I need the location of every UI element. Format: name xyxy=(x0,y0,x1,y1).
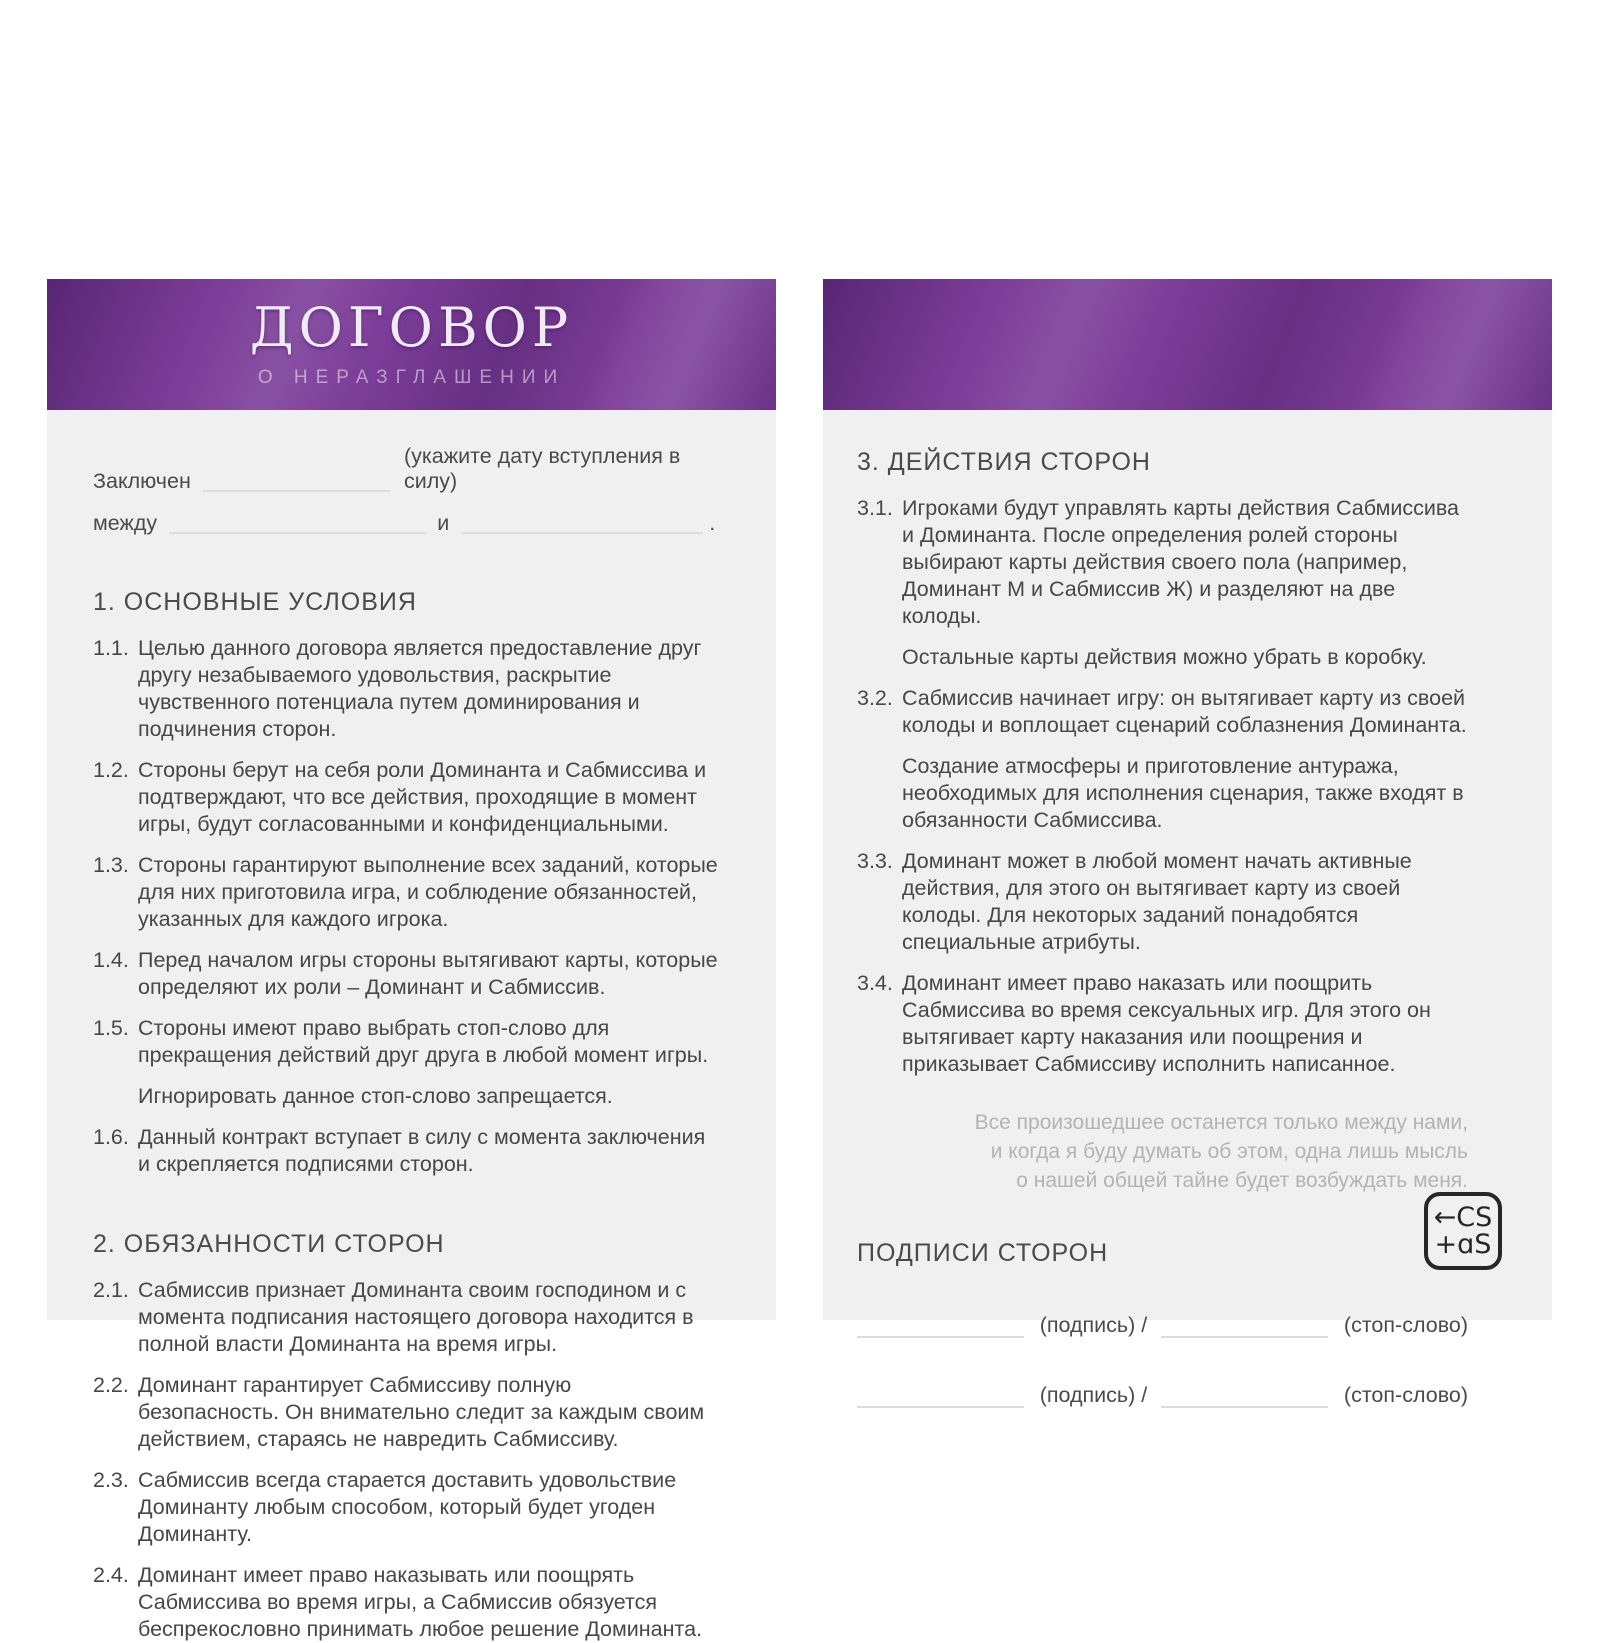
header-band-left xyxy=(47,279,776,410)
logo-row-bottom: +ɑS xyxy=(1434,1229,1492,1260)
section-heading: 1. ОСНОВНЫЕ УСЛОВИЯ xyxy=(93,588,417,616)
stopword-blank-line xyxy=(1161,1382,1328,1408)
clause-number: 1.1. xyxy=(93,636,129,660)
signatures-heading: ПОДПИСИ СТОРОН xyxy=(857,1239,1109,1267)
clause xyxy=(93,635,718,743)
signature-label: (подпись) / xyxy=(1039,1313,1148,1337)
stopword-label: (стоп-слово) xyxy=(1343,1313,1468,1337)
clause-text: Перед началом игры стороны вытягивают карты, которые определяют их роли – Доминант и Сабмиссив. xyxy=(138,948,718,999)
clause-number: 3.2. xyxy=(857,686,893,710)
clause xyxy=(857,685,1468,739)
clause-continuation xyxy=(857,753,1468,834)
quote-line: о нашей общей тайне будет возбуждать меня. xyxy=(1016,1169,1468,1192)
clause xyxy=(93,1124,718,1178)
clause xyxy=(857,848,1468,956)
made-label: Заключен xyxy=(93,469,191,493)
clause-text: Данный контракт вступает в силу с момента заключения и скрепляется подписями сторон. xyxy=(138,1125,706,1176)
clause xyxy=(93,1015,718,1069)
period-label: . xyxy=(709,511,716,535)
section-party-actions xyxy=(857,448,1468,1078)
clause xyxy=(93,1372,718,1453)
section-party-duties xyxy=(93,1230,718,1643)
clause-text: Сабмиссив начинает игру: он вытягивает карту из своей колоды и воплощает сценарий соблазнения Доминанта. xyxy=(902,686,1467,737)
clause-text: Стороны гарантируют выполнение всех заданий, которые для них приготовила игра, и соблюдение обязанностей, указанных для каждого игрока. xyxy=(138,853,718,931)
clause-number xyxy=(93,1083,138,1110)
clause-number: 1.6. xyxy=(93,1125,129,1149)
clause xyxy=(93,1467,718,1548)
page-left xyxy=(47,279,776,1641)
date-blank-line xyxy=(203,466,390,492)
signature-blank-line xyxy=(857,1382,1024,1408)
signature-row xyxy=(857,1382,1468,1408)
stopword-label: (стоп-слово) xyxy=(1343,1383,1468,1407)
clause-number: 1.5. xyxy=(93,1016,129,1040)
signature-blank-line xyxy=(857,1312,1024,1338)
section-heading: 3. ДЕЙСТВИЯ СТОРОН xyxy=(857,448,1151,476)
clause xyxy=(93,1562,718,1643)
party1-blank-line xyxy=(169,508,427,534)
clause-text: Доминант имеет право наказать или поощрить Сабмиссива во время сексуальных игр. Для этого он вытягивает карту наказания или поощрения и приказывает Сабмиссиву исполнить написанное. xyxy=(902,971,1431,1076)
intro-date-row xyxy=(93,444,718,494)
clause-text: Игнорировать данное стоп-слово запрещается. xyxy=(138,1084,613,1108)
clause-text: Игроками будут управлять карты действия Сабмиссива и Доминанта. После определения ролей стороны выбирают карты действия своего пола (например, Доминант М и Сабмиссив Ж) и разделяют на две колоды. xyxy=(902,496,1460,628)
clause-text: Стороны имеют право выбрать стоп-слово для прекращения действий друг друга в любой момент игры. xyxy=(138,1016,709,1067)
clause-text: Создание атмосферы и приготовление антуража, необходимых для исполнения сценария, также входят в обязанности Сабмиссива. xyxy=(902,754,1464,832)
contract-subtitle: О НЕРАЗГЛАШЕНИИ xyxy=(257,366,566,388)
logo-row-top: ←CS xyxy=(1433,1202,1493,1233)
clause-number: 1.3. xyxy=(93,853,129,877)
intro-parties-row xyxy=(93,508,718,536)
clause xyxy=(93,757,718,838)
clause-number: 3.1. xyxy=(857,496,893,520)
clause-number xyxy=(857,753,902,834)
clause-number: 1.2. xyxy=(93,758,129,782)
clause-text: Сабмиссив всегда старается доставить удовольствие Доминанту любым способом, который будет угоден Доминанту. xyxy=(138,1468,677,1546)
secrecy-quote xyxy=(857,1108,1468,1195)
clause-text: Целью данного договора является предоставление друг другу незабываемого удовольствия, раскрытие чувственного потенциала путем доминирования и подчинения сторон. xyxy=(138,636,702,741)
clause-text: Остальные карты действия можно убрать в коробку. xyxy=(902,645,1427,669)
clause-number: 3.3. xyxy=(857,849,893,873)
clause-number xyxy=(857,644,902,671)
clause-text: Доминант гарантирует Сабмиссиву полную безопасность. Он внимательно следит за каждым своим действием, стараясь не навредить Сабмиссиву. xyxy=(138,1373,705,1451)
and-label: и xyxy=(437,511,450,535)
clause-number: 1.4. xyxy=(93,948,129,972)
clause-number: 2.1. xyxy=(93,1278,129,1302)
clause-text: Доминант может в любой момент начать активные действия, для этого он вытягивает карту из своей колоды. Для некоторых заданий понадобятся специальные атрибуты. xyxy=(902,849,1412,954)
quote-line: Все произошедшее останется только между нами, xyxy=(974,1111,1468,1134)
section-basic-terms xyxy=(93,588,718,1178)
signature-row xyxy=(857,1312,1468,1338)
clause-text: Доминант имеет право наказывать или поощрять Сабмиссива во время игры, а Сабмиссив обязуется беспрекословно принимать любое решение Доминанта. xyxy=(138,1563,703,1641)
signature-label: (подпись) / xyxy=(1039,1383,1148,1407)
party2-blank-line xyxy=(461,508,703,534)
clause xyxy=(93,852,718,933)
clause-number: 2.2. xyxy=(93,1373,129,1397)
clause xyxy=(857,495,1468,630)
clause-text: Сабмиссив признает Доминанта своим господином и с момента подписания настоящего договора находится в полной власти Доминанта на время игры. xyxy=(138,1278,694,1356)
quote-line: и когда я буду думать об этом, одна лишь мысль xyxy=(990,1140,1468,1163)
left-body xyxy=(47,410,776,1643)
between-label: между xyxy=(93,511,158,535)
clause-continuation xyxy=(857,644,1468,671)
header-band-right xyxy=(823,279,1552,410)
date-hint: (укажите дату вступления в силу) xyxy=(403,444,681,493)
clause-number: 3.4. xyxy=(857,971,893,995)
clause xyxy=(93,947,718,1001)
clause xyxy=(857,970,1468,1078)
clause-number: 2.3. xyxy=(93,1468,129,1492)
clause-number: 2.4. xyxy=(93,1563,129,1587)
page-right xyxy=(823,279,1552,1407)
clause-text: Стороны берут на себя роли Доминанта и Сабмиссива и подтверждают, что все действия, проходящие в момент игры, будут согласованными и конфиденциальными. xyxy=(138,758,707,836)
section-heading: 2. ОБЯЗАННОСТИ СТОРОН xyxy=(93,1230,445,1258)
ecstas-logo-icon xyxy=(1424,1192,1502,1270)
stopword-blank-line xyxy=(1161,1312,1328,1338)
clause xyxy=(93,1277,718,1358)
clause-continuation xyxy=(93,1083,718,1110)
contract-title: ДОГОВОР xyxy=(249,295,574,359)
